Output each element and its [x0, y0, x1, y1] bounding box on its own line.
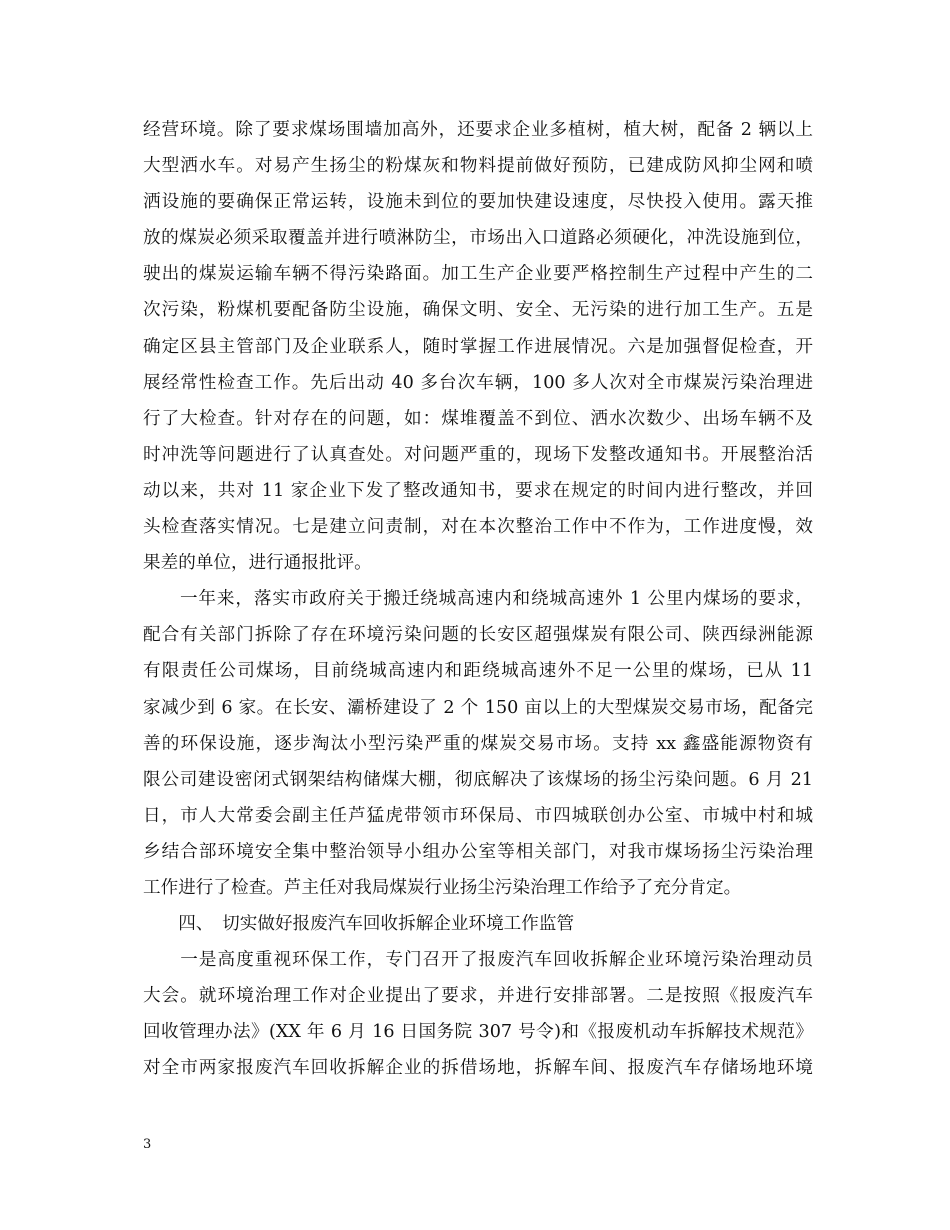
text-line: 善的环保设施，逐步淘汰小型污染严重的煤炭交易市场。支持 xx 鑫盛能源物资有: [143, 733, 813, 754]
text-line: 放的煤炭必须采取覆盖并进行喷淋防尘，市场出入口道路必须硬化，冲洗设施到位，: [143, 228, 813, 249]
text-line: 日，市人大常委会副主任芦猛虎带领市环保局、市四城联创办公室、市城中村和城: [143, 805, 813, 826]
text-line: 工作进行了检查。芦主任对我局煤炭行业扬尘污染治理工作给予了充分肯定。: [143, 877, 742, 898]
text-line: 一年来，落实市政府关于搬迁绕城高速内和绕城高速外 1 公里内煤场的要求，: [143, 589, 813, 610]
text-line: 家减少到 6 家。在长安、灞桥建设了 2 个 150 亩以上的大型煤炭交易市场，配备完: [143, 697, 813, 718]
text-line: 大会。就环境治理工作对企业提出了要求，并进行安排部署。二是按照《报废汽车: [143, 986, 813, 1007]
text-line: 大型洒水车。对易产生扬尘的粉煤灰和物料提前做好预防，已建成防风抑尘网和喷: [143, 156, 813, 177]
text-line: 回收管理办法》(XX 年 6 月 16 日国务院 307 号令)和《报废机动车拆解技术规范》: [143, 1022, 813, 1043]
text-line: 果差的单位，进行通报批评。: [143, 553, 372, 574]
text-line: 对全市两家报废汽车回收拆解企业的拆借场地，拆解车间、报废汽车存储场地环境: [143, 1058, 813, 1079]
text-line: 确定区县主管部门及企业联系人，随时掌握工作进展情况。六是加强督促检查，开: [143, 336, 813, 357]
text-line: 洒设施的要确保正常运转，设施未到位的要加快建设速度，尽快投入使用。露天推: [143, 192, 813, 213]
text-line: 经营环境。除了要求煤场围墙加高外，还要求企业多植树，植大树，配备 2 辆以上: [143, 120, 813, 140]
text-line: 次污染，粉煤机要配备防尘设施，确保文明、安全、无污染的进行加工生产。五是: [143, 300, 813, 321]
text-line: 头检查落实情况。七是建立问责制，对在本次整治工作中不作为，工作进度慢，效: [143, 517, 813, 538]
text-line: 时冲洗等问题进行了认真查处。对问题严重的，现场下发整改通知书。开展整治活: [143, 444, 813, 465]
text-line: 有限责任公司煤场，目前绕城高速内和距绕城高速外不足一公里的煤场，已从 11: [143, 661, 813, 682]
section-heading: 四、 切实做好报废汽车回收拆解企业环境工作监管: [143, 914, 575, 935]
text-line: 动以来，共对 11 家企业下发了整改通知书，要求在规定的时间内进行整改，并回: [143, 480, 813, 501]
text-line: 一是高度重视环保工作，专门召开了报废汽车回收拆解企业环境污染治理动员: [143, 950, 813, 971]
text-line: 乡结合部环境安全集中整治领导小组办公室等相关部门，对我市煤场扬尘污染治理: [143, 841, 813, 862]
text-line: 行了大检查。针对存在的问题，如：煤堆覆盖不到位、洒水次数少、出场车辆不及: [143, 408, 813, 429]
body-text: [143, 112, 813, 1087]
text-line: 限公司建设密闭式钢架结构储煤大棚，彻底解决了该煤场的扬尘污染问题。6 月 21: [143, 769, 813, 790]
text-line: 驶出的煤炭运输车辆不得污染路面。加工生产企业要严格控制生产过程中产生的二: [143, 264, 813, 285]
text-line: 配合有关部门拆除了存在环境污染问题的长安区超强煤炭有限公司、陕西绿洲能源: [143, 625, 813, 646]
page-number: 3: [143, 1137, 152, 1152]
text-line: 展经常性检查工作。先后出动 40 多台次车辆，100 多人次对全市煤炭污染治理进: [143, 372, 813, 393]
